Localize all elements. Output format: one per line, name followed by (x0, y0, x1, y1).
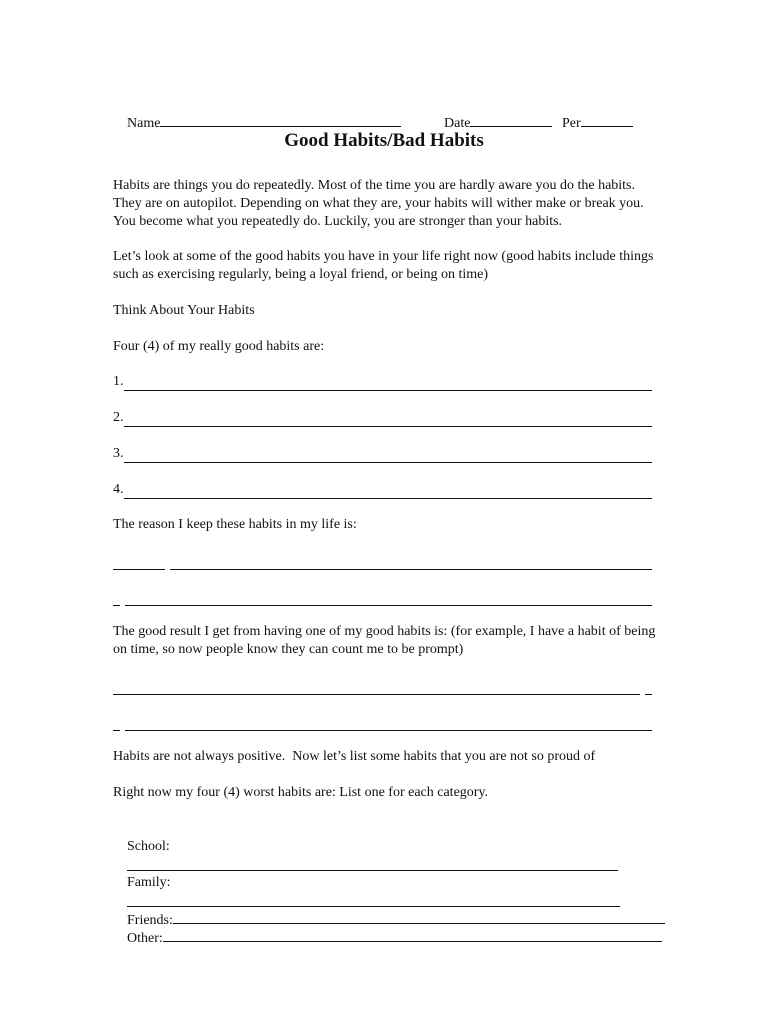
per-label: Per (562, 116, 581, 131)
good-habits-prompt: Four (4) of my really good habits are: (113, 339, 325, 354)
answer-blank[interactable] (124, 448, 652, 463)
answer-blank[interactable] (113, 680, 640, 695)
section-title: Think About Your Habits (113, 303, 255, 318)
good-habit-line-4[interactable] (113, 481, 653, 499)
answer-blank[interactable] (170, 555, 652, 570)
answer-blank[interactable] (113, 591, 120, 606)
name-blank[interactable] (160, 112, 401, 127)
not-positive-text: Habits are not always positive. Now let’s list some habits that you are not so proud of (113, 749, 596, 764)
date-label: Date (444, 116, 471, 131)
date-blank[interactable] (470, 112, 552, 127)
answer-blank[interactable] (124, 412, 652, 427)
answer-blank[interactable] (645, 680, 652, 695)
answer-blank[interactable] (113, 555, 165, 570)
good-habit-line-2[interactable] (113, 409, 653, 427)
habit-number: 1. (113, 374, 124, 389)
good-habit-line-3[interactable] (113, 445, 653, 463)
category-label: Other: (127, 931, 163, 946)
category-other[interactable] (113, 909, 662, 966)
habit-number: 3. (113, 446, 124, 461)
answer-blank[interactable] (124, 376, 652, 391)
worst-habits-prompt: Right now my four (4) worst habits are: List one for each category. (113, 785, 489, 800)
page-title: Good Habits/Bad Habits (284, 130, 484, 151)
answer-blank[interactable] (163, 927, 662, 942)
name-label: Name (127, 116, 161, 131)
habit-number: 2. (113, 410, 124, 425)
category-label: Family: (127, 875, 171, 890)
answer-blank[interactable] (125, 716, 652, 731)
answer-blank[interactable] (124, 484, 652, 499)
category-label: Friends: (127, 913, 173, 928)
answer-blank[interactable] (113, 716, 120, 731)
intro-paragraph-2: Let’s look at some of the good habits you have in your life right now (good habits include things such as exercising regularly, being a loyal friend, or being on time) (113, 249, 654, 282)
habit-number: 4. (113, 482, 124, 497)
result-prompt: The good result I get from having one of my good habits is: (for example, I have a habit of being on time, so now people know they can count me to be prompt) (113, 624, 656, 657)
category-label: School: (127, 839, 170, 854)
good-habit-line-1[interactable] (113, 373, 653, 391)
answer-blank[interactable] (125, 591, 652, 606)
per-blank[interactable] (581, 112, 633, 127)
reason-prompt: The reason I keep these habits in my life is: (113, 517, 357, 532)
intro-paragraph-1: Habits are things you do repeatedly. Most of the time you are hardly aware you do the habits. They are on autopilot. Depending on what they are, your habits will wither make or break you. You become what you repeatedly do. Luckily, you are stronger than your habits. (113, 178, 644, 229)
